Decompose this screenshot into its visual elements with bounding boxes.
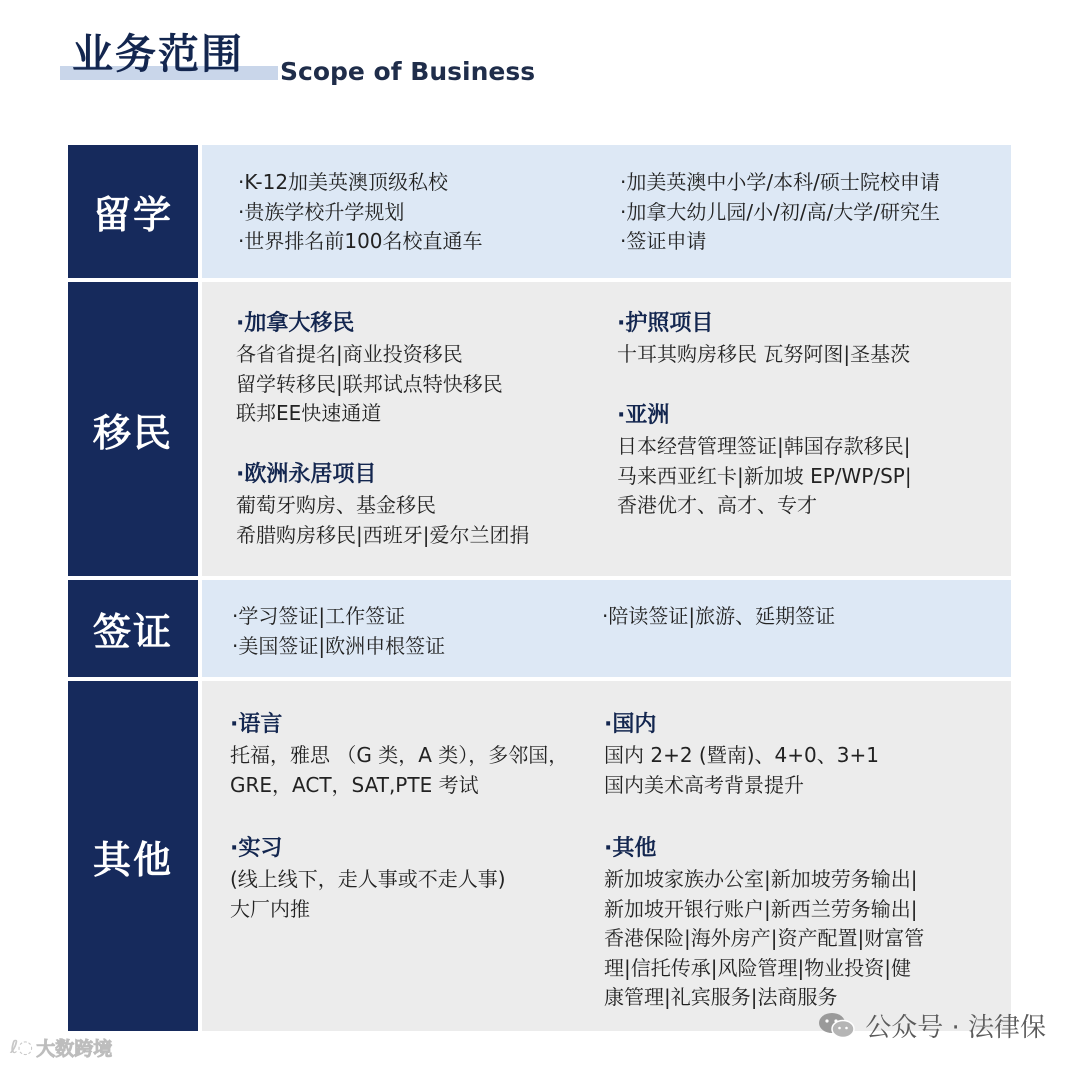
- list-item: 国内 2+2 (暨南)、4+0、3+1: [604, 743, 879, 767]
- list-item: ·加拿大幼儿园/小/初/高/大学/研究生: [620, 199, 941, 224]
- section-heading: ·其他: [604, 836, 657, 861]
- row-label-text: 移民: [92, 410, 173, 455]
- page-subtitle: Scope of Business: [280, 57, 536, 86]
- list-item: 新加坡家族办公室|新加坡劳务输出|: [604, 867, 918, 891]
- row-body-visa: [202, 580, 1011, 677]
- list-item: ·签证申请: [620, 229, 707, 253]
- asia-block: [617, 400, 912, 521]
- study-right-column: [620, 168, 940, 257]
- list-item: 留学转移民|联邦试点特快移民: [236, 371, 503, 396]
- list-item: 马来西亚红卡|新加坡 EP/WP/SP|: [617, 463, 912, 488]
- list-item: 联邦EE快速通道: [236, 401, 382, 425]
- row-immigration: [68, 282, 1011, 576]
- page-title: 业务范围: [72, 30, 244, 78]
- row-label-visa: [68, 580, 198, 677]
- list-item: 托福，雅思 （G 类，A 类），多邻国，: [230, 743, 569, 767]
- left-watermark: [10, 1032, 112, 1062]
- row-label-text: 签证: [92, 610, 173, 654]
- right-watermark-text: 公众号 · 法律保: [865, 1012, 1046, 1043]
- visa-right-column: [602, 602, 835, 632]
- page-header: [60, 22, 580, 92]
- section-heading: ·欧洲永居项目: [236, 462, 377, 487]
- passport-block: [617, 308, 910, 370]
- list-item: ·加美英澳中小学/本科/硕士院校申请: [620, 170, 940, 194]
- list-item: (线上线下，走人事或不走人事): [230, 867, 506, 891]
- list-item: ·贵族学校升学规划: [238, 199, 405, 224]
- row-label-text: 其他: [92, 837, 173, 882]
- section-heading: ·实习: [230, 836, 283, 861]
- right-watermark: [817, 1004, 1046, 1046]
- domestic-block: [604, 709, 879, 800]
- list-item: GRE，ACT，SAT,PTE 考试: [230, 772, 479, 797]
- left-watermark-text: 大数跨境: [36, 1037, 113, 1060]
- list-item: 香港优才、高才、专才: [617, 493, 817, 517]
- row-label-other: [68, 681, 198, 1031]
- list-item: 理|信托传承|风险管理|物业投资|健: [604, 955, 911, 980]
- list-item: 十耳其购房移民 瓦努阿图|圣基茨: [617, 342, 911, 366]
- internship-block: [230, 833, 506, 924]
- list-item: ·K-12加美英澳顶级私校: [238, 170, 449, 194]
- study-left-column: [238, 168, 483, 257]
- row-label-study: [68, 145, 198, 278]
- canada-block: [236, 308, 503, 429]
- row-other: [68, 681, 1011, 1031]
- section-heading: ·护照项目: [617, 311, 714, 336]
- section-heading: ·加拿大移民: [236, 311, 355, 336]
- list-item: 康管理|礼宾服务|法商服务: [604, 985, 838, 1009]
- list-item: ·陪读签证|旅游、延期签证: [602, 604, 836, 628]
- list-item: 希腊购房移民|西班牙|爱尔兰团捐: [236, 522, 530, 547]
- list-item: 葡萄牙购房、基金移民: [236, 493, 436, 517]
- list-item: 各省省提名|商业投资移民: [236, 342, 463, 366]
- list-item: ·学习签证|工作签证: [232, 604, 406, 628]
- list-item: 新加坡开银行账户|新西兰劳务输出|: [604, 896, 918, 921]
- row-body-study: [202, 145, 1011, 278]
- row-label-immigration: [68, 282, 198, 576]
- section-heading: ·亚洲: [617, 403, 670, 428]
- visa-left-column: [232, 602, 445, 661]
- row-body-immigration: [202, 282, 1011, 576]
- misc-block: [604, 833, 924, 1013]
- wechat-icon: [817, 1010, 857, 1040]
- europe-block: [236, 459, 529, 550]
- section-heading: ·语言: [230, 712, 283, 737]
- list-item: 国内美术高考背景提升: [604, 772, 804, 797]
- row-body-other: [202, 681, 1011, 1031]
- row-visa: [68, 580, 1011, 677]
- list-item: 日本经营管理签证|韩国存款移民|: [617, 434, 911, 458]
- row-study: [68, 145, 1011, 278]
- language-block: [230, 709, 568, 800]
- row-label-text: 留学: [92, 193, 173, 237]
- section-heading: ·国内: [604, 712, 657, 737]
- watermark-logo-icon: ℓ◌: [10, 1036, 33, 1058]
- list-item: ·世界排名前100名校直通车: [238, 229, 483, 253]
- list-item: 香港保险|海外房产|资产配置|财富管: [604, 926, 925, 950]
- list-item: ·美国签证|欧洲申根签证: [232, 633, 446, 658]
- list-item: 大厂内推: [230, 896, 310, 921]
